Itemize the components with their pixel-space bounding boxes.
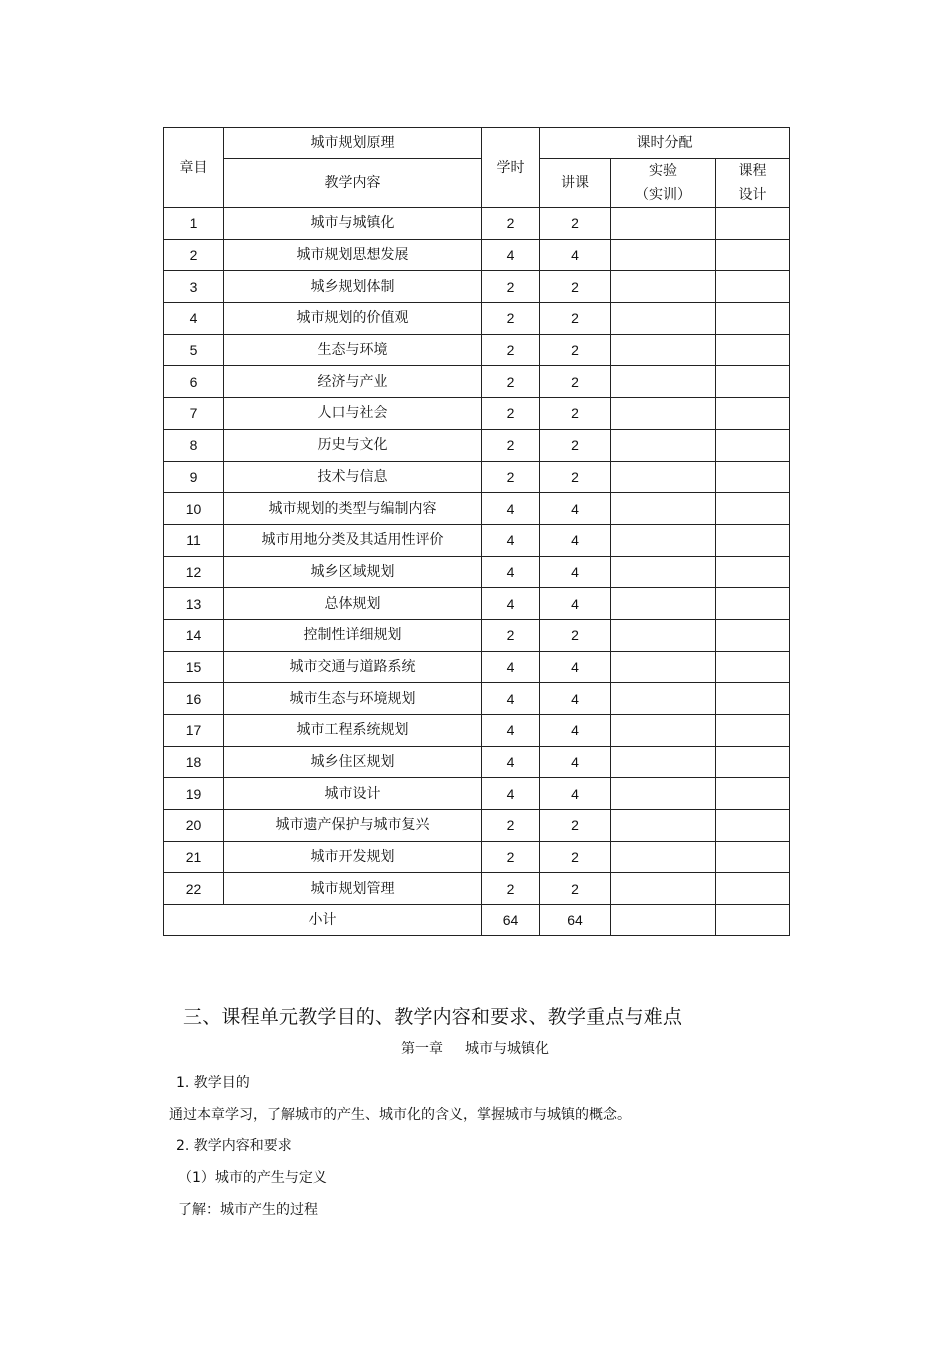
row-hours: 4	[482, 588, 540, 620]
row-hours: 2	[482, 303, 540, 335]
row-experiment	[611, 715, 716, 747]
objective-text: 通过本章学习，了解城市的产生、城市化的含义，掌握城市与城镇的概念。	[169, 1107, 631, 1123]
header-chapter: 章目	[164, 128, 224, 208]
row-lecture: 2	[540, 303, 611, 335]
table-row	[164, 588, 790, 620]
row-lecture: 4	[540, 556, 611, 588]
row-experiment	[611, 556, 716, 588]
objective-heading: 1. 教学目的	[176, 1075, 250, 1091]
total-lecture: 64	[540, 905, 611, 936]
row-content: 控制性详细规划	[224, 619, 482, 651]
row-number: 14	[164, 619, 224, 651]
sub-heading: （1）城市的产生与定义	[178, 1170, 327, 1186]
table-row	[164, 651, 790, 683]
table-row	[164, 271, 790, 303]
understand-text: 了解：城市产生的过程	[178, 1202, 318, 1218]
row-number: 9	[164, 461, 224, 493]
row-content: 经济与产业	[224, 366, 482, 398]
row-content: 城市交通与道路系统	[224, 651, 482, 683]
row-hours: 4	[482, 556, 540, 588]
row-content: 城市生态与环境规划	[224, 683, 482, 715]
row-experiment	[611, 334, 716, 366]
table-row	[164, 366, 790, 398]
row-lecture: 2	[540, 334, 611, 366]
row-content: 城市遗产保护与城市复兴	[224, 810, 482, 842]
header-experiment	[611, 159, 716, 208]
row-number: 21	[164, 841, 224, 873]
header-experiment-line2: （实训）	[635, 187, 691, 203]
row-lecture: 2	[540, 810, 611, 842]
row-lecture: 2	[540, 208, 611, 240]
table-row	[164, 524, 790, 556]
table-row	[164, 493, 790, 525]
row-lecture: 2	[540, 429, 611, 461]
row-lecture: 4	[540, 778, 611, 810]
row-content: 人口与社会	[224, 398, 482, 430]
row-design	[716, 873, 790, 905]
total-row	[164, 905, 790, 936]
row-lecture: 4	[540, 524, 611, 556]
total-hours: 64	[482, 905, 540, 936]
row-hours: 2	[482, 334, 540, 366]
row-experiment	[611, 208, 716, 240]
row-number: 19	[164, 778, 224, 810]
row-content: 城市规划的类型与编制内容	[224, 493, 482, 525]
row-experiment	[611, 398, 716, 430]
content-heading: 2. 教学内容和要求	[176, 1138, 292, 1154]
row-experiment	[611, 461, 716, 493]
table-row	[164, 334, 790, 366]
row-content: 城市规划管理	[224, 873, 482, 905]
row-design	[716, 493, 790, 525]
total-experiment	[611, 905, 716, 936]
row-experiment	[611, 429, 716, 461]
row-content: 城市设计	[224, 778, 482, 810]
row-design	[716, 429, 790, 461]
row-content: 历史与文化	[224, 429, 482, 461]
row-experiment	[611, 778, 716, 810]
row-design	[716, 524, 790, 556]
row-hours: 4	[482, 493, 540, 525]
table-row	[164, 556, 790, 588]
row-hours: 2	[482, 429, 540, 461]
row-design	[716, 715, 790, 747]
row-design	[716, 651, 790, 683]
row-number: 22	[164, 873, 224, 905]
row-lecture: 2	[540, 619, 611, 651]
table-row	[164, 778, 790, 810]
row-number: 10	[164, 493, 224, 525]
row-design	[716, 303, 790, 335]
header-design-line2: 设计	[738, 187, 767, 203]
row-content: 城市开发规划	[224, 841, 482, 873]
row-hours: 2	[482, 271, 540, 303]
header-design	[716, 159, 790, 208]
row-experiment	[611, 524, 716, 556]
header-content: 教学内容	[224, 159, 482, 208]
row-content: 城市与城镇化	[224, 208, 482, 240]
row-content: 城乡区域规划	[224, 556, 482, 588]
row-hours: 2	[482, 366, 540, 398]
row-design	[716, 461, 790, 493]
row-lecture: 4	[540, 239, 611, 271]
total-design	[716, 905, 790, 936]
row-design	[716, 208, 790, 240]
row-hours: 4	[482, 683, 540, 715]
row-design	[716, 841, 790, 873]
row-number: 8	[164, 429, 224, 461]
table-row	[164, 683, 790, 715]
row-number: 13	[164, 588, 224, 620]
row-lecture: 4	[540, 746, 611, 778]
table-row	[164, 461, 790, 493]
table-row	[164, 303, 790, 335]
row-design	[716, 683, 790, 715]
row-lecture: 2	[540, 873, 611, 905]
row-experiment	[611, 239, 716, 271]
row-content: 城市工程系统规划	[224, 715, 482, 747]
row-design	[716, 271, 790, 303]
row-number: 7	[164, 398, 224, 430]
header-course-name: 城市规划原理	[224, 128, 482, 159]
row-content: 总体规划	[224, 588, 482, 620]
row-content: 生态与环境	[224, 334, 482, 366]
row-experiment	[611, 493, 716, 525]
row-number: 5	[164, 334, 224, 366]
row-design	[716, 619, 790, 651]
row-design	[716, 810, 790, 842]
row-experiment	[611, 810, 716, 842]
total-label: 小计	[164, 905, 482, 936]
row-design	[716, 556, 790, 588]
row-design	[716, 778, 790, 810]
row-experiment	[611, 683, 716, 715]
row-hours: 2	[482, 873, 540, 905]
table-row	[164, 873, 790, 905]
row-number: 6	[164, 366, 224, 398]
row-experiment	[611, 873, 716, 905]
row-hours: 4	[482, 524, 540, 556]
row-content: 技术与信息	[224, 461, 482, 493]
row-number: 15	[164, 651, 224, 683]
table-row	[164, 239, 790, 271]
section-heading: 三、课程单元教学目的、教学内容和要求、教学重点与难点	[183, 1006, 683, 1028]
row-experiment	[611, 651, 716, 683]
row-experiment	[611, 619, 716, 651]
row-number: 4	[164, 303, 224, 335]
table-row	[164, 810, 790, 842]
row-design	[716, 239, 790, 271]
row-number: 17	[164, 715, 224, 747]
row-number: 12	[164, 556, 224, 588]
header-lecture: 讲课	[540, 159, 611, 208]
row-number: 1	[164, 208, 224, 240]
row-number: 16	[164, 683, 224, 715]
row-content: 城乡住区规划	[224, 746, 482, 778]
header-design-line1: 课程	[738, 163, 767, 179]
row-experiment	[611, 271, 716, 303]
row-lecture: 4	[540, 715, 611, 747]
row-hours: 4	[482, 746, 540, 778]
row-experiment	[611, 303, 716, 335]
row-hours: 2	[482, 810, 540, 842]
row-number: 11	[164, 524, 224, 556]
row-lecture: 2	[540, 461, 611, 493]
chapter-title: 城市与城镇化	[465, 1041, 549, 1057]
row-hours: 4	[482, 651, 540, 683]
row-experiment	[611, 588, 716, 620]
row-number: 3	[164, 271, 224, 303]
row-hours: 2	[482, 461, 540, 493]
row-design	[716, 366, 790, 398]
row-content: 城市规划思想发展	[224, 239, 482, 271]
row-number: 20	[164, 810, 224, 842]
row-experiment	[611, 366, 716, 398]
row-content: 城市规划的价值观	[224, 303, 482, 335]
table-row	[164, 746, 790, 778]
row-lecture: 4	[540, 651, 611, 683]
header-hours: 学时	[482, 128, 540, 208]
row-lecture: 4	[540, 493, 611, 525]
row-hours: 2	[482, 841, 540, 873]
row-hours: 4	[482, 715, 540, 747]
course-hours-table	[163, 127, 790, 936]
row-experiment	[611, 746, 716, 778]
table-row	[164, 841, 790, 873]
row-design	[716, 746, 790, 778]
table-row	[164, 208, 790, 240]
row-content: 城乡规划体制	[224, 271, 482, 303]
row-lecture: 4	[540, 588, 611, 620]
row-content: 城市用地分类及其适用性评价	[224, 524, 482, 556]
chapter-title-line	[0, 1038, 950, 1058]
row-lecture: 2	[540, 366, 611, 398]
row-design	[716, 334, 790, 366]
table-row	[164, 398, 790, 430]
chapter-number: 第一章	[401, 1041, 443, 1057]
row-hours: 2	[482, 208, 540, 240]
row-hours: 4	[482, 239, 540, 271]
row-lecture: 2	[540, 271, 611, 303]
row-hours: 4	[482, 778, 540, 810]
row-lecture: 2	[540, 398, 611, 430]
row-experiment	[611, 841, 716, 873]
row-number: 2	[164, 239, 224, 271]
row-hours: 2	[482, 398, 540, 430]
table-row	[164, 715, 790, 747]
row-design	[716, 398, 790, 430]
row-hours: 2	[482, 619, 540, 651]
row-lecture: 4	[540, 683, 611, 715]
row-lecture: 2	[540, 841, 611, 873]
header-allocation: 课时分配	[540, 128, 790, 159]
table-row	[164, 619, 790, 651]
row-number: 18	[164, 746, 224, 778]
header-experiment-line1: 实验	[649, 163, 677, 179]
row-design	[716, 588, 790, 620]
table-row	[164, 429, 790, 461]
